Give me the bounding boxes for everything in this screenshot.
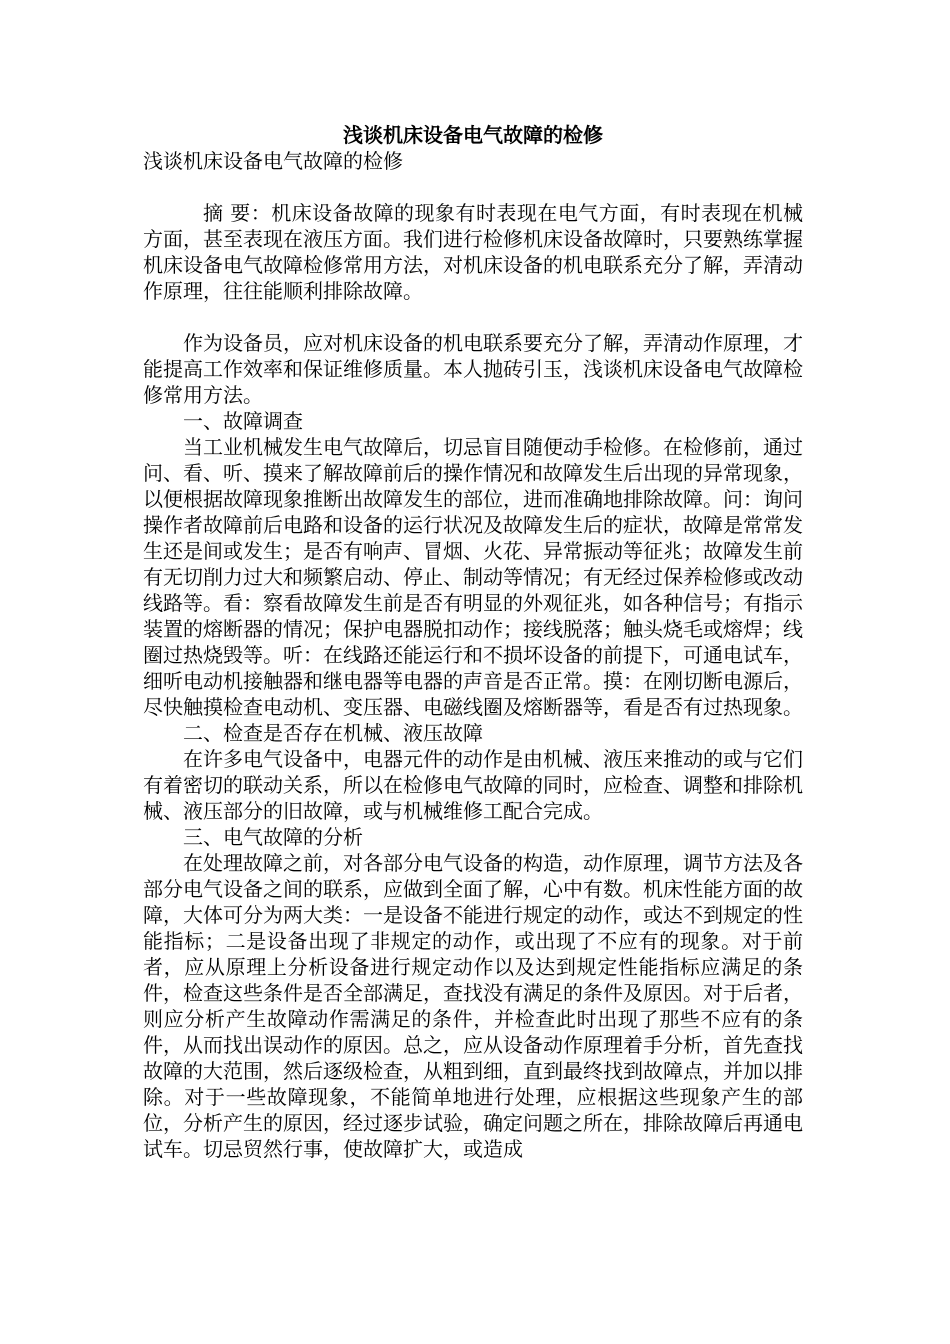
abstract-paragraph: 摘 要：机床设备故障的现象有时表现在电气方面，有时表现在机械方面，甚至表现在液压方面。我们进行检修机床设备故障时，只要熟练掌握机床设备电气故障检修常用方法，对机床设备的机电联系充分了解，弄清动作原理，往往能顺利排除故障。 — [143, 201, 803, 303]
section-body-analysis: 在处理故障之前，对各部分电气设备的构造，动作原理，调节方法及各部分电气设备之间的联系，应做到全面了解，心中有数。机床性能方面的故障，大体可分为两大类：一是设备不能进行规定的动作，或达不到规定的性能指标；二是设备出现了非规定的动作，或出现了不应有的现象。对于前者，应从原理上分析设备进行规定动作以及达到规定性能指标应满足的条件，检查这些条件是否全部满足，查找没有满足的条件及原因。对于后者，则应分析产生故障动作需满足的条件，并检查此时出现了那些不应有的条件，从而找出误动作的原因。总之，应从设备动作原理着手分析，首先查找故障的大范围，然后逐级检查，从粗到细，直到最终找到故障点，并加以排除。对于一些故障现象，不能简单地进行处理，应根据这些现象产生的部位，分析产生的原因，经过逐步试验，确定问题之所在，排除故障后再通电试车。切忌贸然行事，使故障扩大，或造成 — [143, 851, 803, 1161]
section-body-mechanical-check: 在许多电气设备中，电器元件的动作是由机械、液压来推动的或与它们有着密切的联动关系，所以在检修电气故障的同时，应检查、调整和排除机械、液压部分的旧故障，或与机械维修工配合完成。 — [143, 747, 803, 823]
blank-line — [143, 304, 803, 330]
document-title: 浅谈机床设备电气故障的检修 — [343, 123, 603, 147]
section-heading-investigation: 一、故障调查 — [183, 409, 303, 433]
section-heading-mechanical-check: 二、检查是否存在机械、液压故障 — [183, 721, 483, 745]
blank-line — [143, 174, 803, 200]
section-body-investigation: 当工业机械发生电气故障后，切忌盲目随便动手检修。在检修前，通过问、看、听、摸来了解故障前后的操作情况和故障发生后出现的异常现象，以便根据故障现象推断出故障发生的部位，进而准确地排除故障。问：询问操作者故障前后电路和设备的运行状况及故障发生后的症状，故障是常常发生还是间或发生；是否有响声、冒烟、火花、异常振动等征兆；故障发生前有无切削力过大和频繁启动、停止、制动等情况；有无经过保养检修或改动线路等。看：察看故障发生前是否有明显的外观征兆，如各种信号；有指示装置的熔断器的情况；保护电器脱扣动作；接线脱落；触头烧毛或熔焊；线圈过热烧毁等。听：在线路还能运行和不损坏设备的前提下，可通电试车，细听电动机接触器和继电器等电器的声音是否正常。摸：在刚切断电源后，尽快触摸检查电动机、变压器、电磁线圈及熔断器等，看是否有过热现象。 — [143, 435, 803, 719]
intro-paragraph: 作为设备员，应对机床设备的机电联系要充分了解，弄清动作原理，才能提高工作效率和保证维修质量。本人抛砖引玉，浅谈机床设备电气故障检修常用方法。 — [143, 331, 803, 407]
document-page — [143, 122, 803, 1162]
section-heading-analysis: 三、电气故障的分析 — [183, 825, 363, 849]
document-subtitle: 浅谈机床设备电气故障的检修 — [143, 149, 403, 173]
